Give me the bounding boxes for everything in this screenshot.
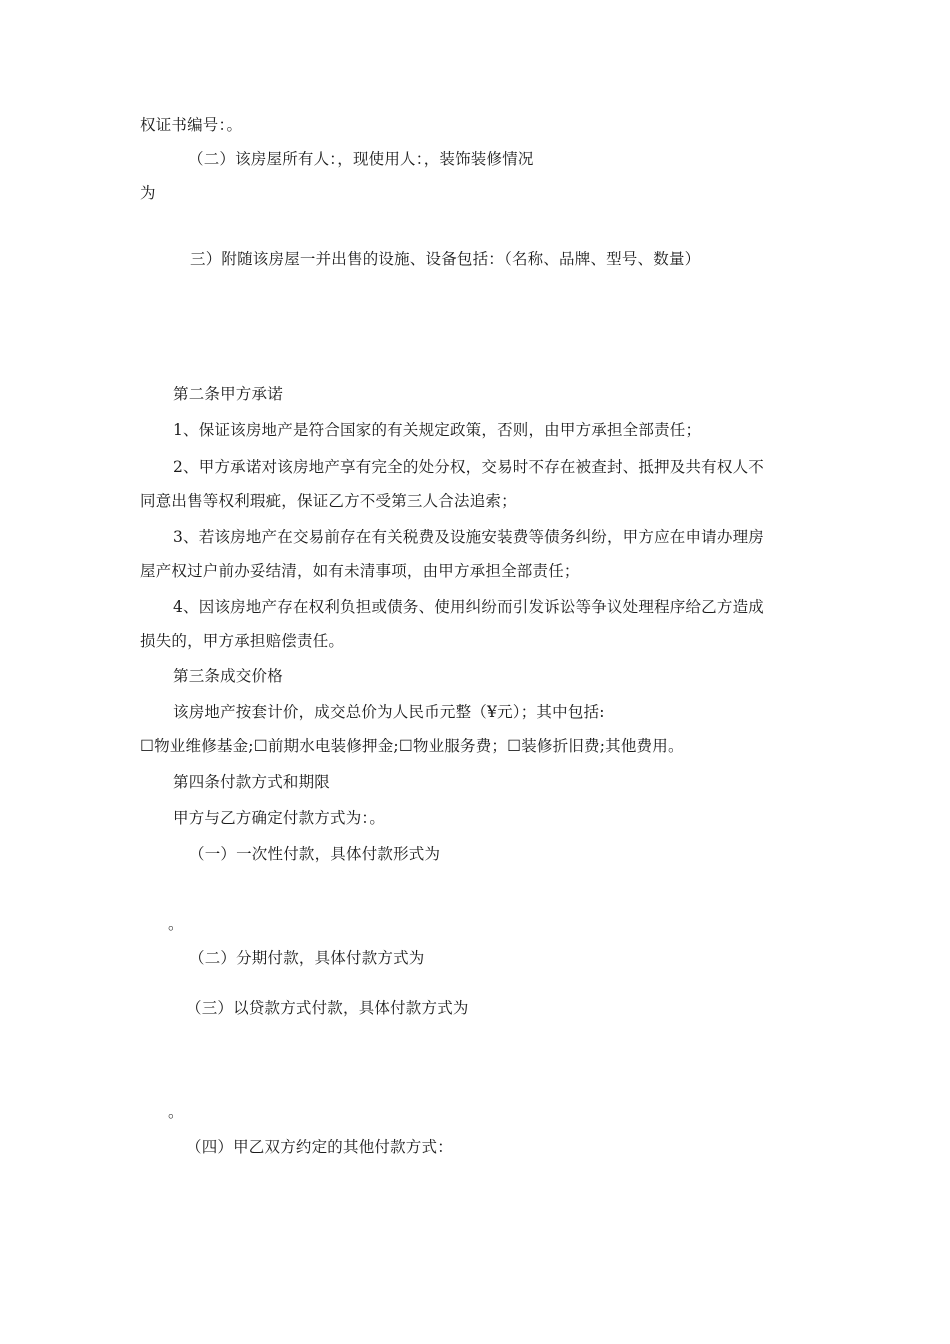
- facilities-heading: 三）附随该房屋一并出售的设施、设备包括：（名称、品牌、型号、数量）: [190, 250, 701, 268]
- installment-payment-line: （二）分期付款，具体付款方式为: [189, 949, 425, 967]
- article-three-heading: 第三条成交价格: [173, 667, 283, 685]
- other-payment-line: （四）甲乙双方约定的其他付款方式：: [186, 1138, 453, 1156]
- article-two-item-4-line-1: 4、因该房地产存在权利负担或债务、使用纠纷而引发诉讼等争议处理程序给乙方造成: [173, 598, 764, 616]
- article-two-item-2-line-2: 同意出售等权利瑕疵，保证乙方不受第三人合法追索；: [140, 492, 517, 510]
- article-two-item-1: 1、保证该房地产是符合国家的有关规定政策，否则，由甲方承担全部责任；: [173, 421, 702, 439]
- price-line: 该房地产按套计价，成交总价为人民币元整（¥元）；其中包括:: [173, 703, 605, 721]
- article-four-heading: 第四条付款方式和期限: [173, 773, 331, 791]
- article-two-item-3-line-2: 屋产权过户前办妥结清，如有未清事项，由甲方承担全部责任；: [140, 562, 580, 580]
- certificate-number-line: 权证书编号：。: [140, 116, 243, 134]
- lump-sum-payment-line: （一）一次性付款，具体付款形式为: [189, 845, 441, 863]
- article-two-heading: 第二条甲方承诺: [173, 385, 283, 403]
- article-two-item-3-line-1: 3、若该房地产在交易前存在有关税费及设施安装费等债务纠纷，甲方应在申请办理房: [173, 528, 764, 546]
- loan-payment-line: （三）以贷款方式付款，具体付款方式为: [186, 999, 469, 1017]
- article-two-item-4-line-2: 损失的，甲方承担赔偿责任。: [140, 632, 345, 650]
- lump-sum-period: 。: [168, 915, 184, 933]
- article-two-item-2-line-1: 2、甲方承诺对该房地产享有完全的处分权，交易时不存在被查封、抵押及共有权人不: [173, 458, 764, 476]
- owner-occupant-line: （二）该房屋所有人：，现使用人：，装饰装修情况: [188, 150, 534, 168]
- included-fees-line: ☐物业维修基金;☐前期水电装修押金;☐物业服务费；☐装修折旧费;其他费用。: [140, 737, 684, 755]
- payment-method-line: 甲方与乙方确定付款方式为：。: [173, 809, 386, 827]
- decoration-continuation-line: 为: [140, 184, 156, 202]
- loan-period: 。: [168, 1103, 184, 1121]
